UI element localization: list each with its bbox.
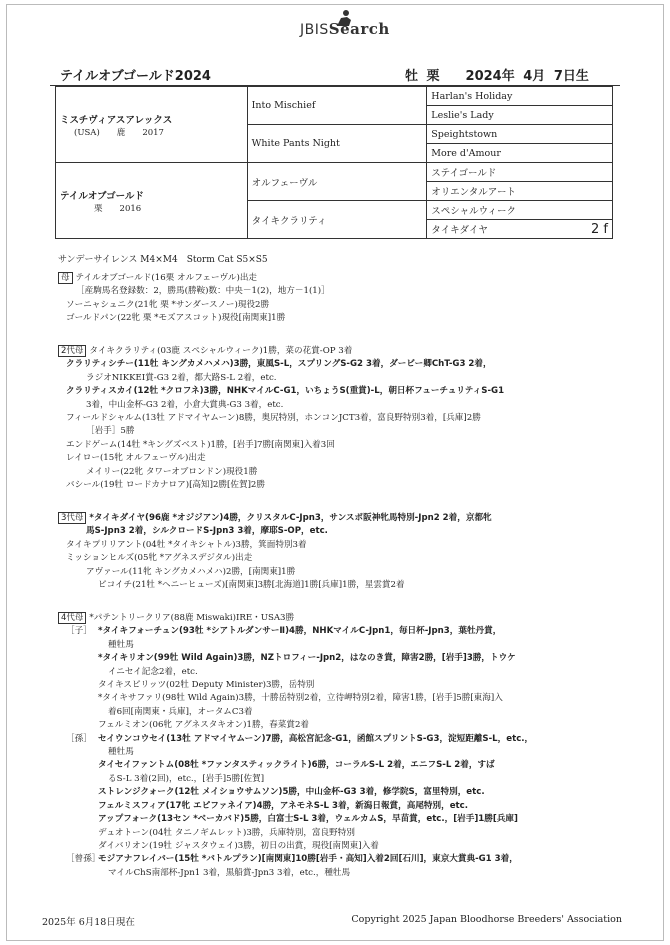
footer-date: 2025年 6月18日現在: [42, 917, 135, 928]
list-item: タイキプリリアント(04牡 *タイキシャトル)3勝，箕面特別3着: [66, 539, 307, 550]
list-item: 種牡馬: [108, 747, 134, 758]
list-item: クラリティスカイ(12牡 *クロフネ)3勝，NHKマイルC-G1，いちょうS(重賞)-L，朝日杯フューチュリティS-G1: [66, 386, 505, 397]
pedigree-gen3-last: [427, 220, 613, 239]
list-item: ゴールドパン(22牝 栗 *モズアスコット)現役[南関東]1勝: [66, 313, 286, 324]
list-item: デュオトーン(04牡 タニノギムレット)3勝，兵庫特別，富良野特別: [98, 827, 355, 838]
grandchildren-label: ［孫］: [66, 733, 92, 744]
list-item: クラリティシチー(11牡 キングカメハメハ)3勝，東風S-L，スプリングS-G2 3着，ダービー卿ChT-G3 2着，: [66, 359, 492, 370]
title-bar: [50, 62, 620, 86]
list-item: 3着，中山金杯-G3 2着，小倉大賞典-G3 3着，etc.: [86, 399, 284, 410]
list-item: ダイバリオン(19牡 ジャスタウェイ)3勝，初日の出賞，現役[南関東]入着: [98, 840, 379, 851]
list-item: イニセイ記念2着，etc.: [108, 666, 198, 677]
pedigree-gen3[interactable]: オリエンタルアート: [427, 182, 613, 201]
footer-copyright: Copyright 2025 Japan Bloodhorse Breeders' Association: [351, 914, 622, 925]
list-item: エンドゲーム(14牡 *キングズベスト)1勝，[岩手]7勝[南関東]入着3回: [66, 439, 335, 450]
list-item: バシール(19牡 ロードカナロア)[高知]2勝[佐賀]2勝: [66, 480, 265, 491]
sire-cell: [56, 87, 248, 163]
list-item: タイキスピリッツ(02牡 Deputy Minister)3勝，岳特別: [98, 680, 315, 691]
list-item: メイリー(22牝 タワーオブロンドン)現役1勝: [86, 466, 258, 477]
dam-cell: [56, 163, 248, 239]
second-dam-section: 2代母 タイキクラリティ(03鹿 スペシャルウィーク)1勝，菜の花賞-OP 3着 クラリティシチー(11牡 キングカメハメハ)3勝，東風S-L，スプリングS-G2 3着，ダービー卿ChT-G3 2着， ラジオNIKKEI賞-G3 2着，都大路S-L 2着，etc. クラリティスカイ(12牡 *クロフネ)3勝，NHKマイルC-G1，いちょうS(重賞)-L，朝日杯フューチュリティS-G1 3着，中山金杯-G3 2着，小倉大賞典-G3 3着，etc. フィールドシャルム(13牡 アドマイヤムーン)8勝，奥尻特別，ホンコンJCT3着，富良野特別3着，[兵庫]2勝 ［岩手］5勝 エンドゲーム(14牡 *キングズベスト)1勝，[岩手]7勝[南関東]入着3回 レイロー(15牝 オルフェーヴル)出走 メイリー(22牝 タワーオブロンドン)現役1勝 バシール(19牡 ロードカナロア)[高知]2勝[佐賀]2勝: [58, 345, 618, 492]
list-item: フェルミスフィア(17牝 エピファネイア)4勝，アネモネS-L 3着，新潟日報賞，高尾特別，etc.: [98, 800, 469, 811]
pedigree-gen3[interactable]: Speightstown: [427, 125, 613, 144]
list-item: ピコイチ(21牡 *ヘニーヒューズ)[南関東]3勝[北海道]1勝[兵庫]1勝，星雲賞2着: [98, 580, 405, 591]
pedigree-gen3[interactable]: Harlan's Holiday: [427, 87, 613, 106]
dam-sire[interactable]: オルフェーヴル: [247, 163, 427, 201]
list-item: レイロー(15牝 オルフェーヴル)出走: [66, 453, 206, 464]
pedigree-gen3[interactable]: タイキダイヤ: [431, 224, 488, 236]
dam-section: 母 テイルオブゴールド(16栗 オルフェーヴル)出走 ［産駒馬名登録数：2，勝馬(勝鞍)数：中央－1(2)，地方－1(1)］ ソーニャシュニク(21牝 栗 *サンダースノー)現役2勝 ゴールドパン(22牝 栗 *モズアスコット)現役[南関東]1勝: [58, 272, 618, 326]
list-item: *タイキサファリ(98牡 Wild Again)3勝，十勝岳特別2着，立待岬特別2着，障害1勝，[岩手]5勝[東海]入: [98, 693, 503, 704]
family-rank: 2 f: [591, 221, 608, 237]
list-item: ［岩手］5勝: [86, 426, 135, 437]
pedigree-gen3[interactable]: More d'Amour: [427, 144, 613, 163]
pedigree-gen3[interactable]: Leslie's Lady: [427, 106, 613, 125]
section-tag: 3代母: [58, 512, 86, 524]
list-item: タイセイファントム(08牡 *ファンタスティックライト)6勝，コーラルS-L 2着，エニフS-L 2着，すば: [98, 760, 495, 771]
third-dam-section: 3代母 *タイキダイヤ(96鹿 *オジジアン)4勝，クリスタルC-Jpn3，サンスポ阪神牝馬特別-Jpn2 2着，京都牝 馬S-Jpn3 2着，シルクロードS-Jpn3 3着，摩耶S-OP，etc. タイキプリリアント(04牡 *タイキシャトル)3勝，箕面特別3着 ミッションヒルズ(05牝 *アグネスデジタル)出走 アヴァール(11牝 キングカメハメハ)2勝，[南関東]1勝 ピコイチ(21牡 *ヘニーヒューズ)[南関東]3勝[北海道]1勝[兵庫]1勝，星雲賞2着: [58, 512, 618, 592]
list-item: るS-L 3着(2回)，etc.，[岩手]5勝[佐賀]: [108, 773, 265, 784]
section-tag: 4代母: [58, 612, 86, 624]
pedigree-gen3[interactable]: ステイゴールド: [427, 163, 613, 182]
list-item: ストレンジクォーク(12牡 メイショウサムソン)5勝，中山金杯-G3 3着，修学院S，富里特別，etc.: [98, 787, 485, 798]
list-item: 種牡馬: [108, 639, 134, 650]
list-item: マイルChS南部杯-Jpn1 3着，黒船賞-Jpn3 3着，etc.，種牡馬: [108, 867, 351, 878]
list-item: *タイキリオン(99牡 Wild Again)3勝，NZトロフィー-Jpn2，はなのき賞，障害2勝，[岩手]3勝，トウケ: [98, 653, 516, 664]
progeny-stats: ［産駒馬名登録数：2，勝馬(勝鞍)数：中央－1(2)，地方－1(1)］: [76, 286, 330, 297]
list-item: ラジオNIKKEI賞-G3 2着，都大路S-L 2着，etc.: [86, 372, 277, 383]
list-item: 着6回[南関東・兵庫]，オータムC3着: [108, 706, 253, 717]
horse-name: テイルオブゴールド2024: [60, 69, 211, 84]
logo-text: JBISSearch: [300, 20, 390, 38]
dam-info: 栗 2016: [94, 203, 142, 214]
fourth-dam-section: 4代母 *パテントリークリア(88鹿 Miswaki)IRE・USA3勝 ［子］ *タイキフォーチュン(93牡 *シアトルダンサーⅡ)4勝，NHKマイルC-Jpn1，毎日杯-Jpn3，葉牡丹賞， 種牡馬 *タイキリオン(99牡 Wild Again)3勝，NZトロフィー-Jpn2，はなのき賞，障害2勝，[岩手]3勝，トウケ イニセイ記念2着，etc. タイキスピリッツ(02牡 Deputy Minister)3勝，岳特別 *タイキサファリ(98牡 Wild Again)3勝，十勝岳特別2着，立待岬特別2着，障害1勝，[岩手]5勝[東海]入 着6回[南関東・兵庫]，オータムC3着 フェルミオン(06牝 アグネスタキオン)1勝，春菜賞2着 ［孫］ セイウンコウセイ(13牡 アドマイヤムーン)7勝，高松宮記念-G1，函館スプリントS-G3，淀短距離S-L，etc.， 種牡馬 タイセイファントム(08牡 *ファンタスティックライト)6勝，コーラルS-L 2着，エニフS-L 2着，すば るS-L 3着(2回)，etc.，[岩手]5勝[佐賀] ストレンジクォーク(12牡 メイショウサムソン)5勝，中山金杯-G3 3着，修学院S，富里特別，etc. フェルミスフィア(17牝 エピファネイア)4勝，アネモネS-L 3着，新潟日報賞，高尾特別，etc. アップフォーク(13セン *ベーカバド)5勝，白富士S-L 3着，ウェルカムS，早苗賞，etc.，[岩手]1勝[兵庫] デュオトーン(04牡 タニノギムレット)3勝，兵庫特別，富良野特別 ダイバリオン(19牡 ジャスタウェイ)3勝，初日の出賞，現役[南関東]入着 ［曾孫］モジアナフレイバー(15牡 *バトルプラン)[南関東]10勝[岩手・高知]入着2回[石川]，東京大賞典-G1 3着， マイルChS南部杯-Jpn1 3着，黒船賞-Jpn3 3着，etc.，種牡馬: [58, 612, 618, 880]
sire-dam[interactable]: White Pants Night: [247, 125, 427, 163]
list-item: アップフォーク(13セン *ベーカバド)5勝，白富士S-L 3着，ウェルカムS，早苗賞，etc.，[岩手]1勝[兵庫]: [98, 814, 518, 825]
list-item: ソーニャシュニク(21牝 栗 *サンダースノー)現役2勝: [66, 299, 270, 310]
section-tag: 2代母: [58, 345, 86, 357]
list-item: 馬S-Jpn3 2着，シルクロードS-Jpn3 3着，摩耶S-OP，etc.: [86, 526, 328, 537]
dam-name[interactable]: テイルオブゴールド: [60, 190, 144, 202]
horse-profile: 牡 栗 2024年 4月 7日生: [405, 69, 589, 84]
sire-name[interactable]: ミスチヴィアスアレックス: [60, 114, 173, 126]
great-grandchildren-label: ［曾孫］: [66, 854, 101, 865]
pedigree-gen3[interactable]: スペシャルウィーク: [427, 201, 613, 220]
list-item: フェルミオン(06牝 アグネスタキオン)1勝，春菜賞2着: [98, 720, 310, 731]
dam-dam[interactable]: タイキクラリティ: [247, 201, 427, 239]
pedigree-table: [55, 86, 613, 239]
children-label: ［子］: [66, 626, 92, 637]
sire-info: (USA) 鹿 2017: [74, 127, 164, 138]
list-item: アヴァール(11牝 キングカメハメハ)2勝，[南関東]1勝: [86, 566, 296, 577]
sire-sire[interactable]: Into Mischief: [247, 87, 427, 125]
inbreeding-cross: サンデーサイレンス M4×M4 Storm Cat S5×S5: [58, 255, 268, 265]
list-item: ミッションヒルズ(05牝 *アグネスデジタル)出走: [66, 553, 253, 564]
section-tag: 母: [58, 272, 73, 284]
list-item: フィールドシャルム(13牡 アドマイヤムーン)8勝，奥尻特別，ホンコンJCT3着，富良野特別3着，[兵庫]2勝: [66, 413, 481, 424]
